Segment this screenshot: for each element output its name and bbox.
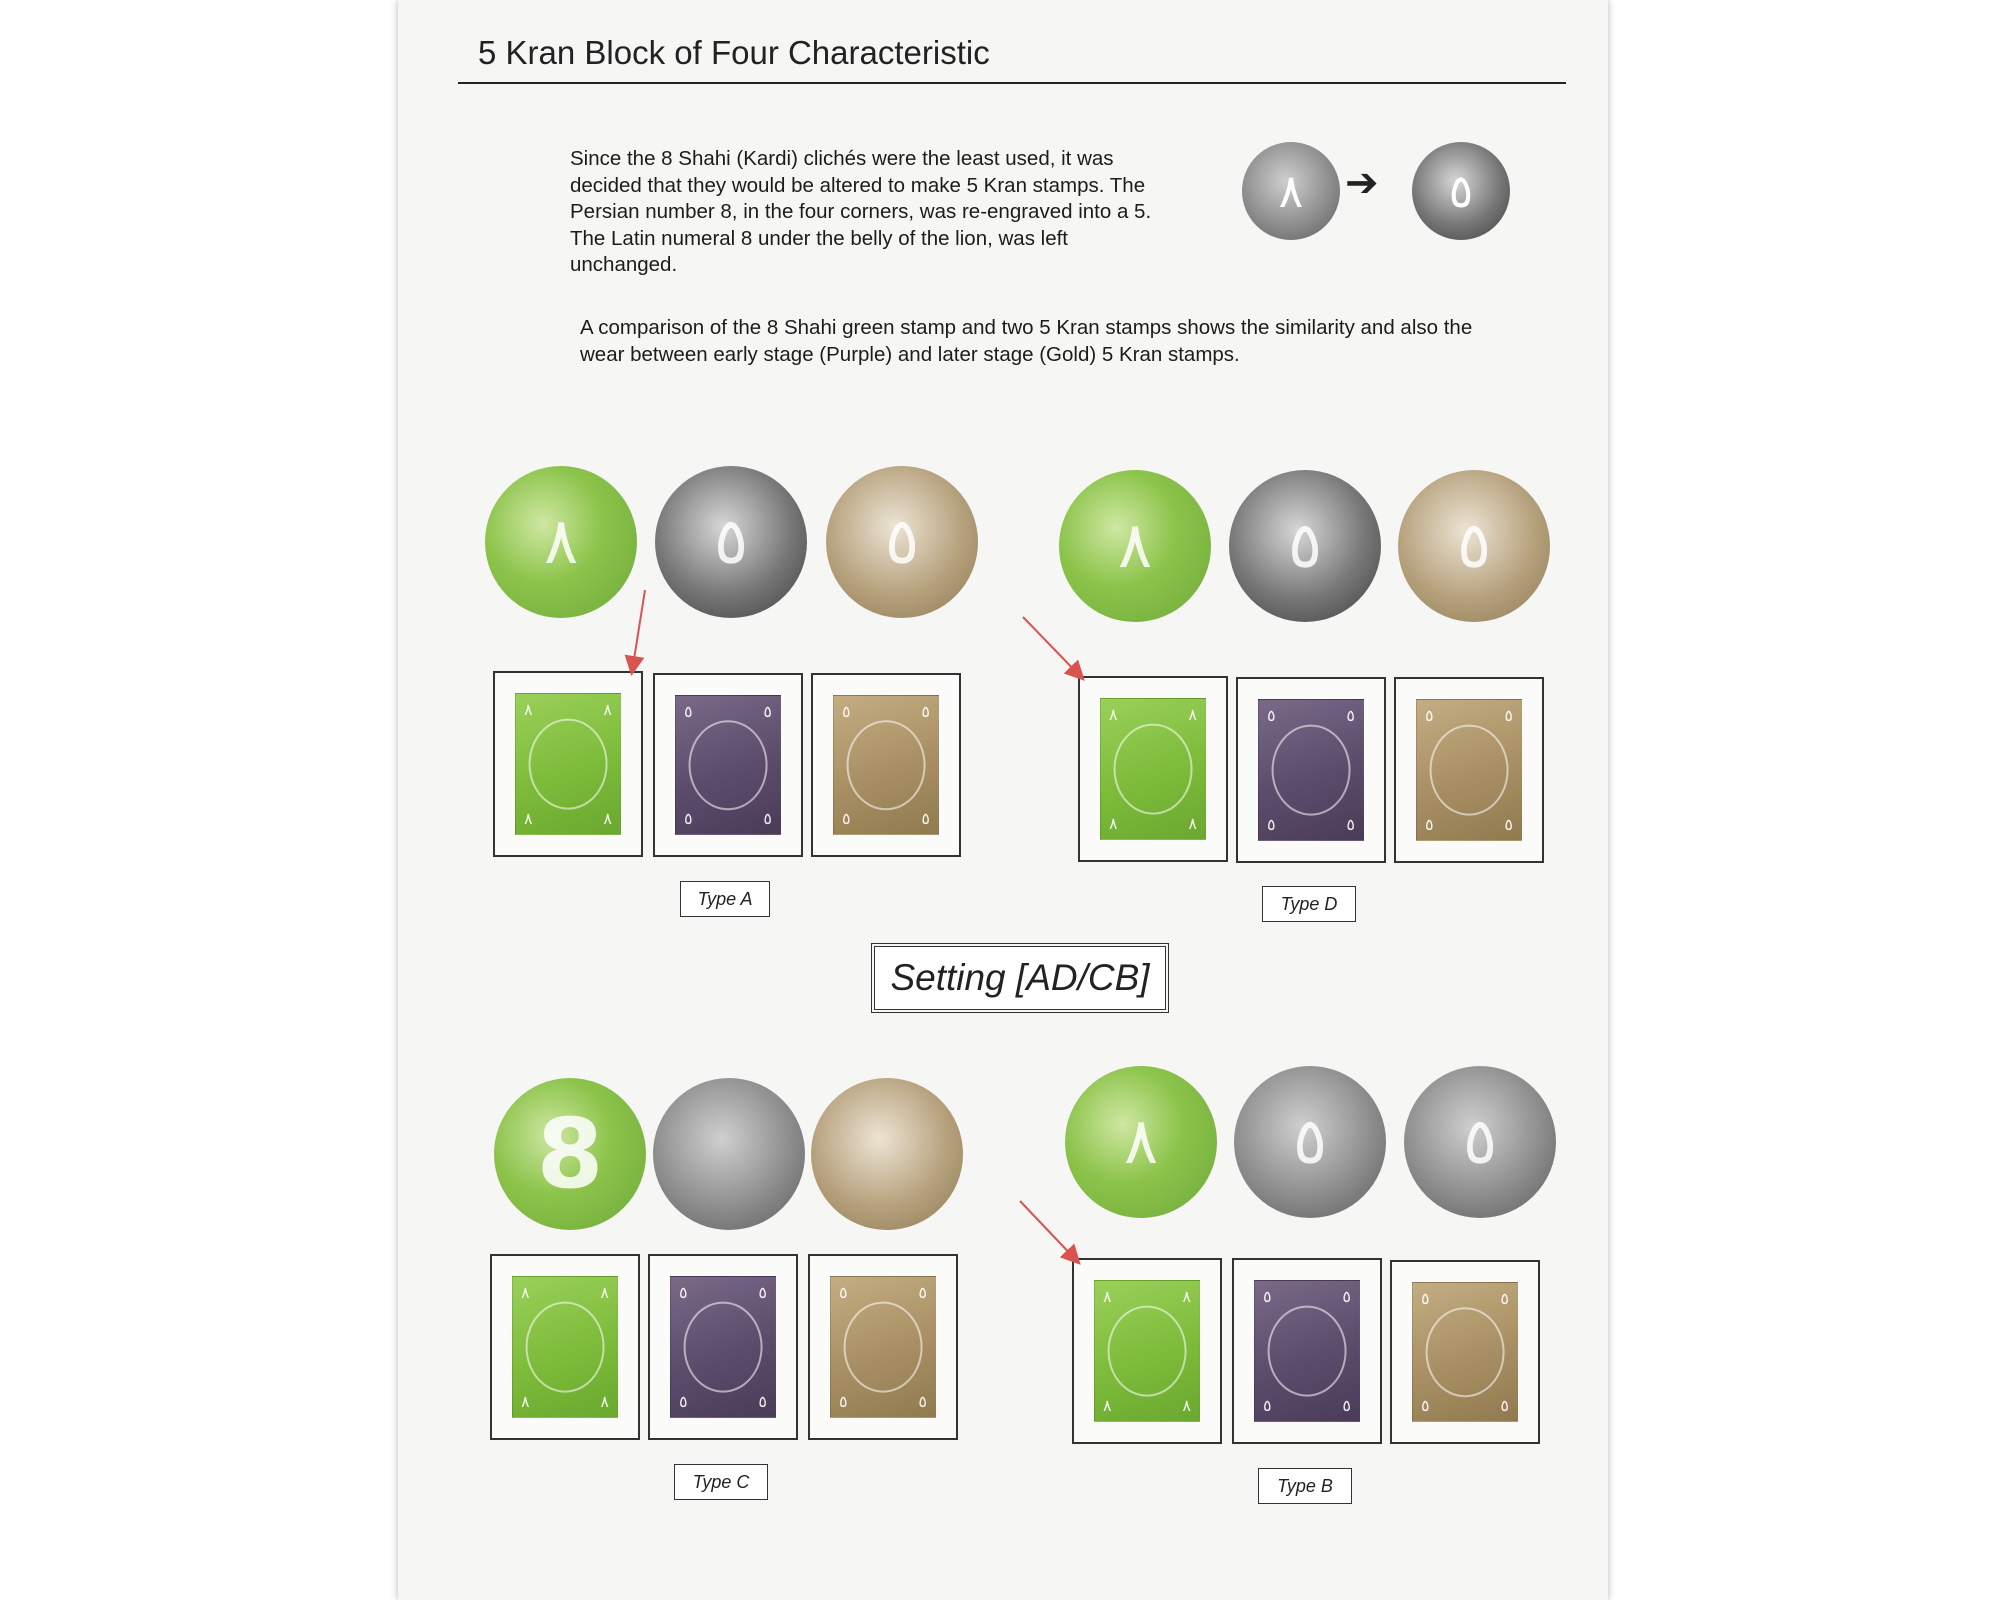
type-d-label: Type D [1262,886,1356,922]
stamp-5-kran-purple: ٥ ٥ ٥ ٥ [1258,699,1364,841]
type-a-label: Type A [680,881,770,917]
type-c-label: Type C [674,1464,768,1500]
stamp-5-kran-purple: ٥ ٥ ٥ ٥ [1254,1280,1360,1422]
detail-circle-purple: ٥ [1229,470,1381,622]
comparison-paragraph: A comparison of the 8 Shahi green stamp and two 5 Kran stamps shows the similarity and also the wear between early stage (Purple) and later stage (Gold) 5 Kran stamps. [580,316,1473,366]
pointer-arrow [1023,617,1082,678]
detail-circle-gold: ٥ [1404,1066,1556,1218]
five-numeral-glyph: ٥ [1448,164,1474,218]
stamp-5-kran-gold: ٥ ٥ ٥ ٥ [1416,699,1522,841]
pointer-arrow [632,590,645,672]
stamp-8-shahi-green: ٨ ٨ ٨ ٨ [1100,698,1206,840]
pointer-arrow [1020,1201,1078,1262]
stamp-8-shahi-green: ٨ ٨ ٨ ٨ [515,693,621,835]
detail-circle-gold: ٥ [826,466,978,618]
detail-circle-gold: ٥ [1398,470,1550,622]
stamp-5-kran-purple: ٥ ٥ ٥ ٥ [670,1276,776,1418]
stamp-8-shahi-green: ٨ ٨ ٨ ٨ [1094,1280,1200,1422]
stamp-5-kran-purple: ٥ ٥ ٥ ٥ [675,695,781,835]
detail-circle-purple: ٥ [1234,1066,1386,1218]
type-b-label: Type B [1258,1468,1352,1504]
setting-label: Setting [AD/CB] [874,946,1166,1010]
stamp-5-kran-gold: ٥ ٥ ٥ ٥ [1412,1282,1518,1422]
detail-circle-purple: ٥ [655,466,807,618]
right-arrow-icon: ➔ [1345,161,1379,205]
stamp-5-kran-gold: ٥ ٥ ٥ ٥ [833,695,939,835]
intro-paragraph: Since the 8 Shahi (Kardi) clichés were the least used, it was decided that they would be altered to make 5 Kran stamps. The Persian number 8, in the four corners, was re-engraved into a 5. The Latin numeral 8 under the belly of the lion, was left unchanged. [570,147,1152,276]
detail-circle-green: ٨ [1065,1066,1217,1218]
stamp-8-shahi-green: ٨ ٨ ٨ ٨ [512,1276,618,1418]
page-title: 5 Kran Block of Four Characteristic [478,34,990,71]
detail-circle-green: 8 [494,1078,646,1230]
eight-numeral-glyph: ٨ [1278,164,1304,218]
stamp-5-kran-gold: ٥ ٥ ٥ ٥ [830,1276,936,1418]
detail-circle-green: ٨ [485,466,637,618]
detail-circle-green: ٨ [1059,470,1211,622]
